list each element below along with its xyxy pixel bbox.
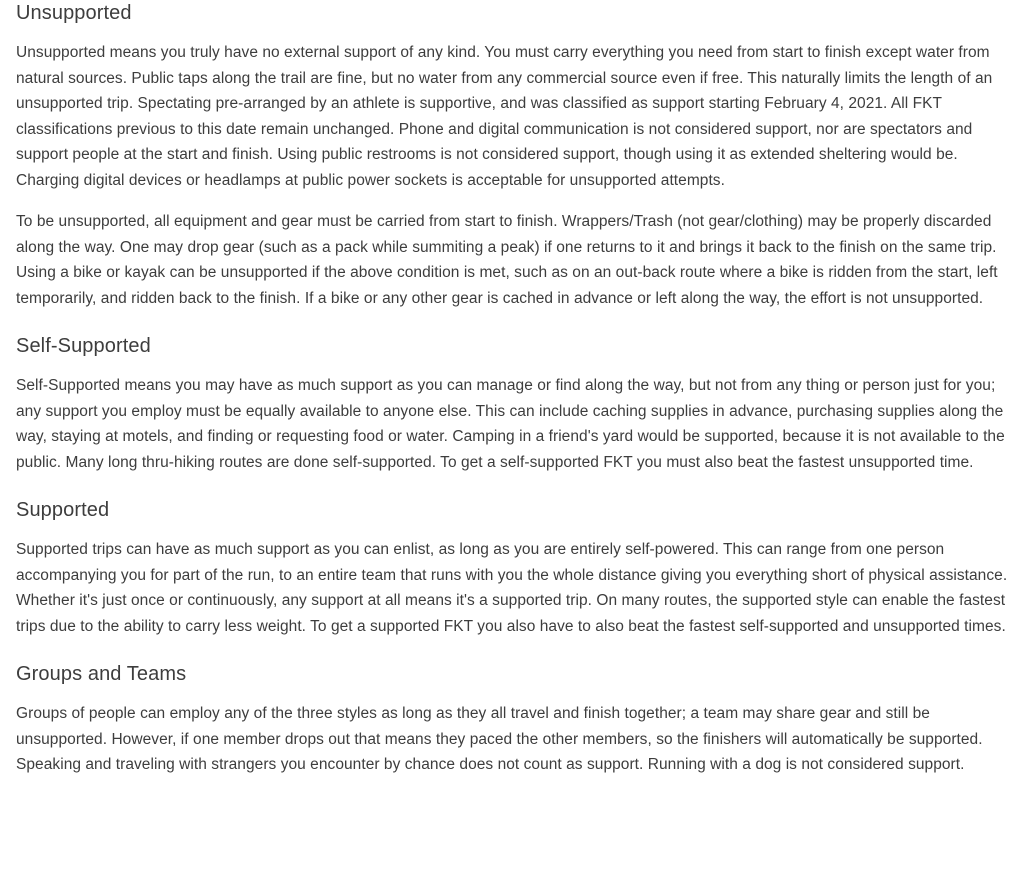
paragraph: To be unsupported, all equipment and gear must be carried from start to finish. Wrappers/Trash (not gear/clothing) may be properly discarded along the way. One may drop gear (such as a pack while summiting a peak) if one returns to it and brings it back to the finish on the same trip. Using a bike or kayak can be unsupported if the above condition is met, such as on an out-back route where a bike is ridden from the start, left temporarily, and ridden back to the finish. If a bike or any other gear is cached in advance or left along the way, the effort is not unsupported. — [16, 213, 998, 307]
paragraph: Supported trips can have as much support as you can enlist, as long as you are entirely self-powered. This can range from one person accompanying you for part of the run, to an entire team that runs with you the whole distance giving you everything short of physical assistance. Whether it's just once or continuously, any support at all means it's a supported trip. On many routes, the supported style can enable the fastest trips due to the ability to carry less weight. To get a supported FKT you also have to also beat the fastest self-supported and unsupported times. — [16, 541, 1008, 635]
section-heading-unsupported: Unsupported — [16, 2, 132, 24]
section-heading-supported: Supported — [16, 499, 110, 521]
section-unsupported — [16, 0, 1008, 311]
section-groups-and-teams — [16, 661, 1008, 778]
section-heading-self-supported: Self-Supported — [16, 335, 151, 357]
section-supported — [16, 497, 1008, 639]
paragraph: Unsupported means you truly have no external support of any kind. You must carry everything you need from start to finish except water from natural sources. Public taps along the trail are fine, but no water from any commercial source even if free. This naturally limits the length of an unsupported trip. Spectating pre-arranged by an athlete is supportive, and was classified as support starting February 4, 2021. All FKT classifications previous to this date remain unchanged. Phone and digital communication is not considered support, nor are spectators and support people at the start and finish. Using public restrooms is not considered support, though using it as extended sheltering would be. Charging digital devices or headlamps at public power sockets is acceptable for unsupported attempts. — [16, 44, 993, 189]
paragraph: Groups of people can employ any of the three styles as long as they all travel and finish together; a team may share gear and still be unsupported. However, if one member drops out that means they paced the other members, so the finishers will automatically be supported. Speaking and traveling with strangers you encounter by chance does not count as support. Running with a dog is not considered support. — [16, 705, 983, 773]
paragraph: Self-Supported means you may have as much support as you can manage or find along the way, but not from any thing or person just for you; any support you employ must be equally available to anyone else. This can include caching supplies in advance, purchasing supplies along the way, staying at motels, and finding or requesting food or water. Camping in a friend's yard would be supported, because it is not available to the public. Many long thru-hiking routes are done self-supported. To get a self-supported FKT you must also beat the fastest unsupported time. — [16, 377, 1005, 471]
section-self-supported — [16, 333, 1008, 475]
bottom-spacer — [16, 778, 1008, 790]
section-heading-groups-and-teams: Groups and Teams — [16, 663, 187, 685]
